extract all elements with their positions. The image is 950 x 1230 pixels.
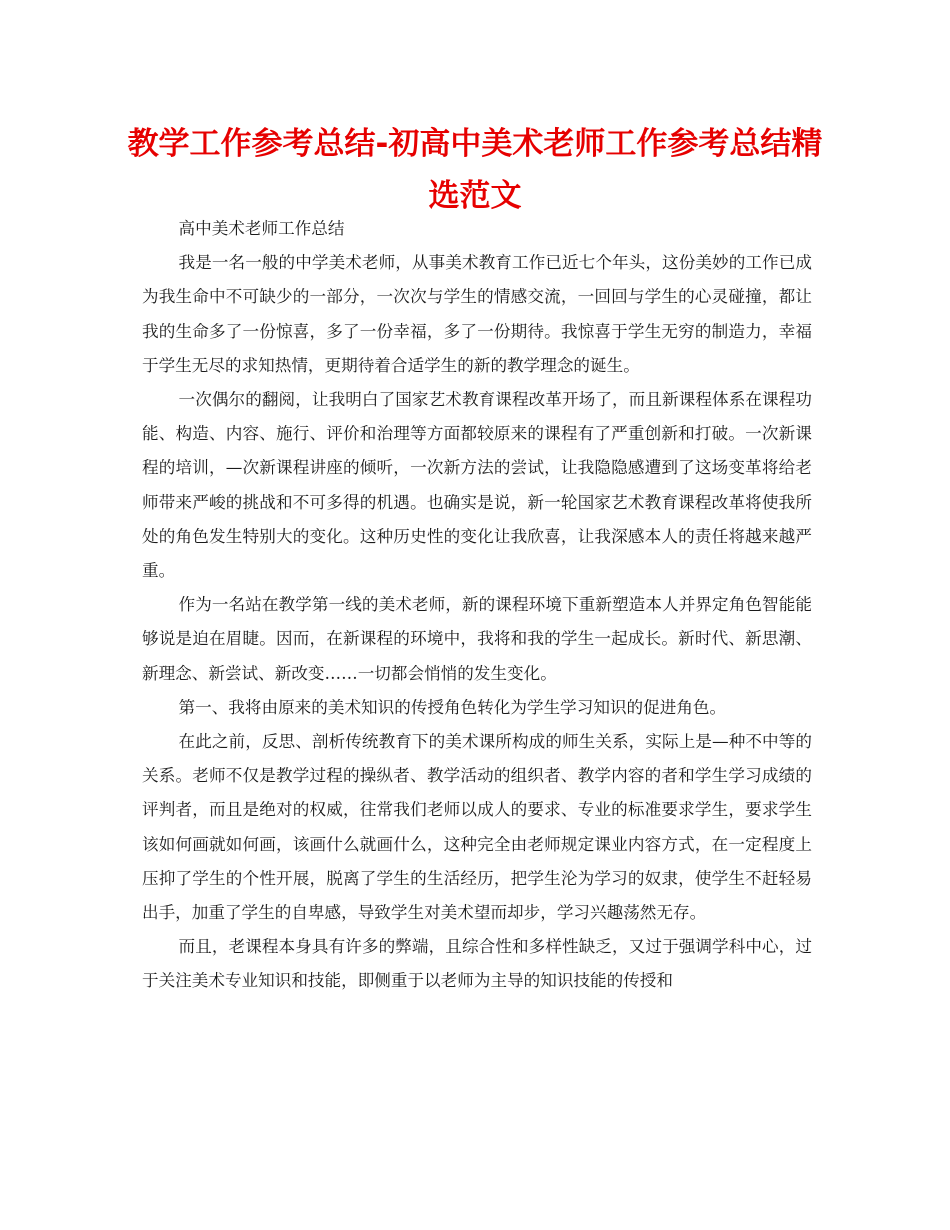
document-title: 教学工作参考总结-初高中美术老师工作参考总结精选范文 [127,126,823,214]
paragraph: 而且，老课程本身具有许多的弊端，且综合性和多样性缺乏，又过于强调学科中心，过于关注美术专业知识和技能，即侧重于以老师为主导的知识技能的传授和 [142,937,812,991]
paragraph: 作为一名站在教学第一线的美术老师，新的课程环境下重新塑造本人并界定角色智能能够说是迫在眉睫。因而，在新课程的环境中，我将和我的学生一起成长。新时代、新思潮、新理念、新尝试、新改变……一切都会悄悄的发生变化。 [142,595,812,683]
paragraph: 我是一名一般的中学美术老师，从事美术教育工作已近七个年头，这份美妙的工作已成为我生命中不可缺少的一部分，一次次与学生的情感交流，一回回与学生的心灵碰撞，都让我的生命多了一份惊喜，多了一份幸福，多了一份期待。我惊喜于学生无穷的制造力，幸福于学生无尽的求知热情，更期待着合适学生的新的教学理念的诞生。 [142,253,812,375]
section-heading: 高中美术老师工作总结 [178,219,345,238]
paragraph: 一次偶尔的翻阅，让我明白了国家艺术教育课程改革开场了，而且新课程体系在课程功能、构造、内容、施行、评价和治理等方面都较原来的课程有了严重创新和打破。一次新课程的培训，—次新课程讲座的倾听，一次新方法的尝试，让我隐隐感遭到了这场变革将给老师带来严峻的挑战和不可多得的机遇。也确实是说，新一轮国家艺术教育课程改革将使我所处的角色发生特别大的变化。这种历史性的变化让我欣喜，让我深感本人的责任将越来越严重。 [142,390,812,581]
paragraph: 第一、我将由原来的美术知识的传授角色转化为学生学习知识的促进角色。 [178,697,727,717]
paragraph: 在此之前，反思、剖析传统教育下的美术课所构成的师生关系，实际上是—种不中等的关系。老师不仅是教学过程的操纵者、教学活动的组织者、教学内容的者和学生学习成绩的评判者，而且是绝对的权威，往常我们老师以成人的要求、专业的标准要求学生，要求学生该如何画就如何画，该画什么就画什么，这种完全由老师规定课业内容方式，在一定程度上压抑了学生的个性开展，脱离了学生的生活经历，把学生沦为学习的奴隶，使学生不赶轻易出手，加重了学生的自卑感，导致学生对美术望而却步，学习兴趣荡然无存。 [142,732,812,923]
document-body [142,212,812,999]
